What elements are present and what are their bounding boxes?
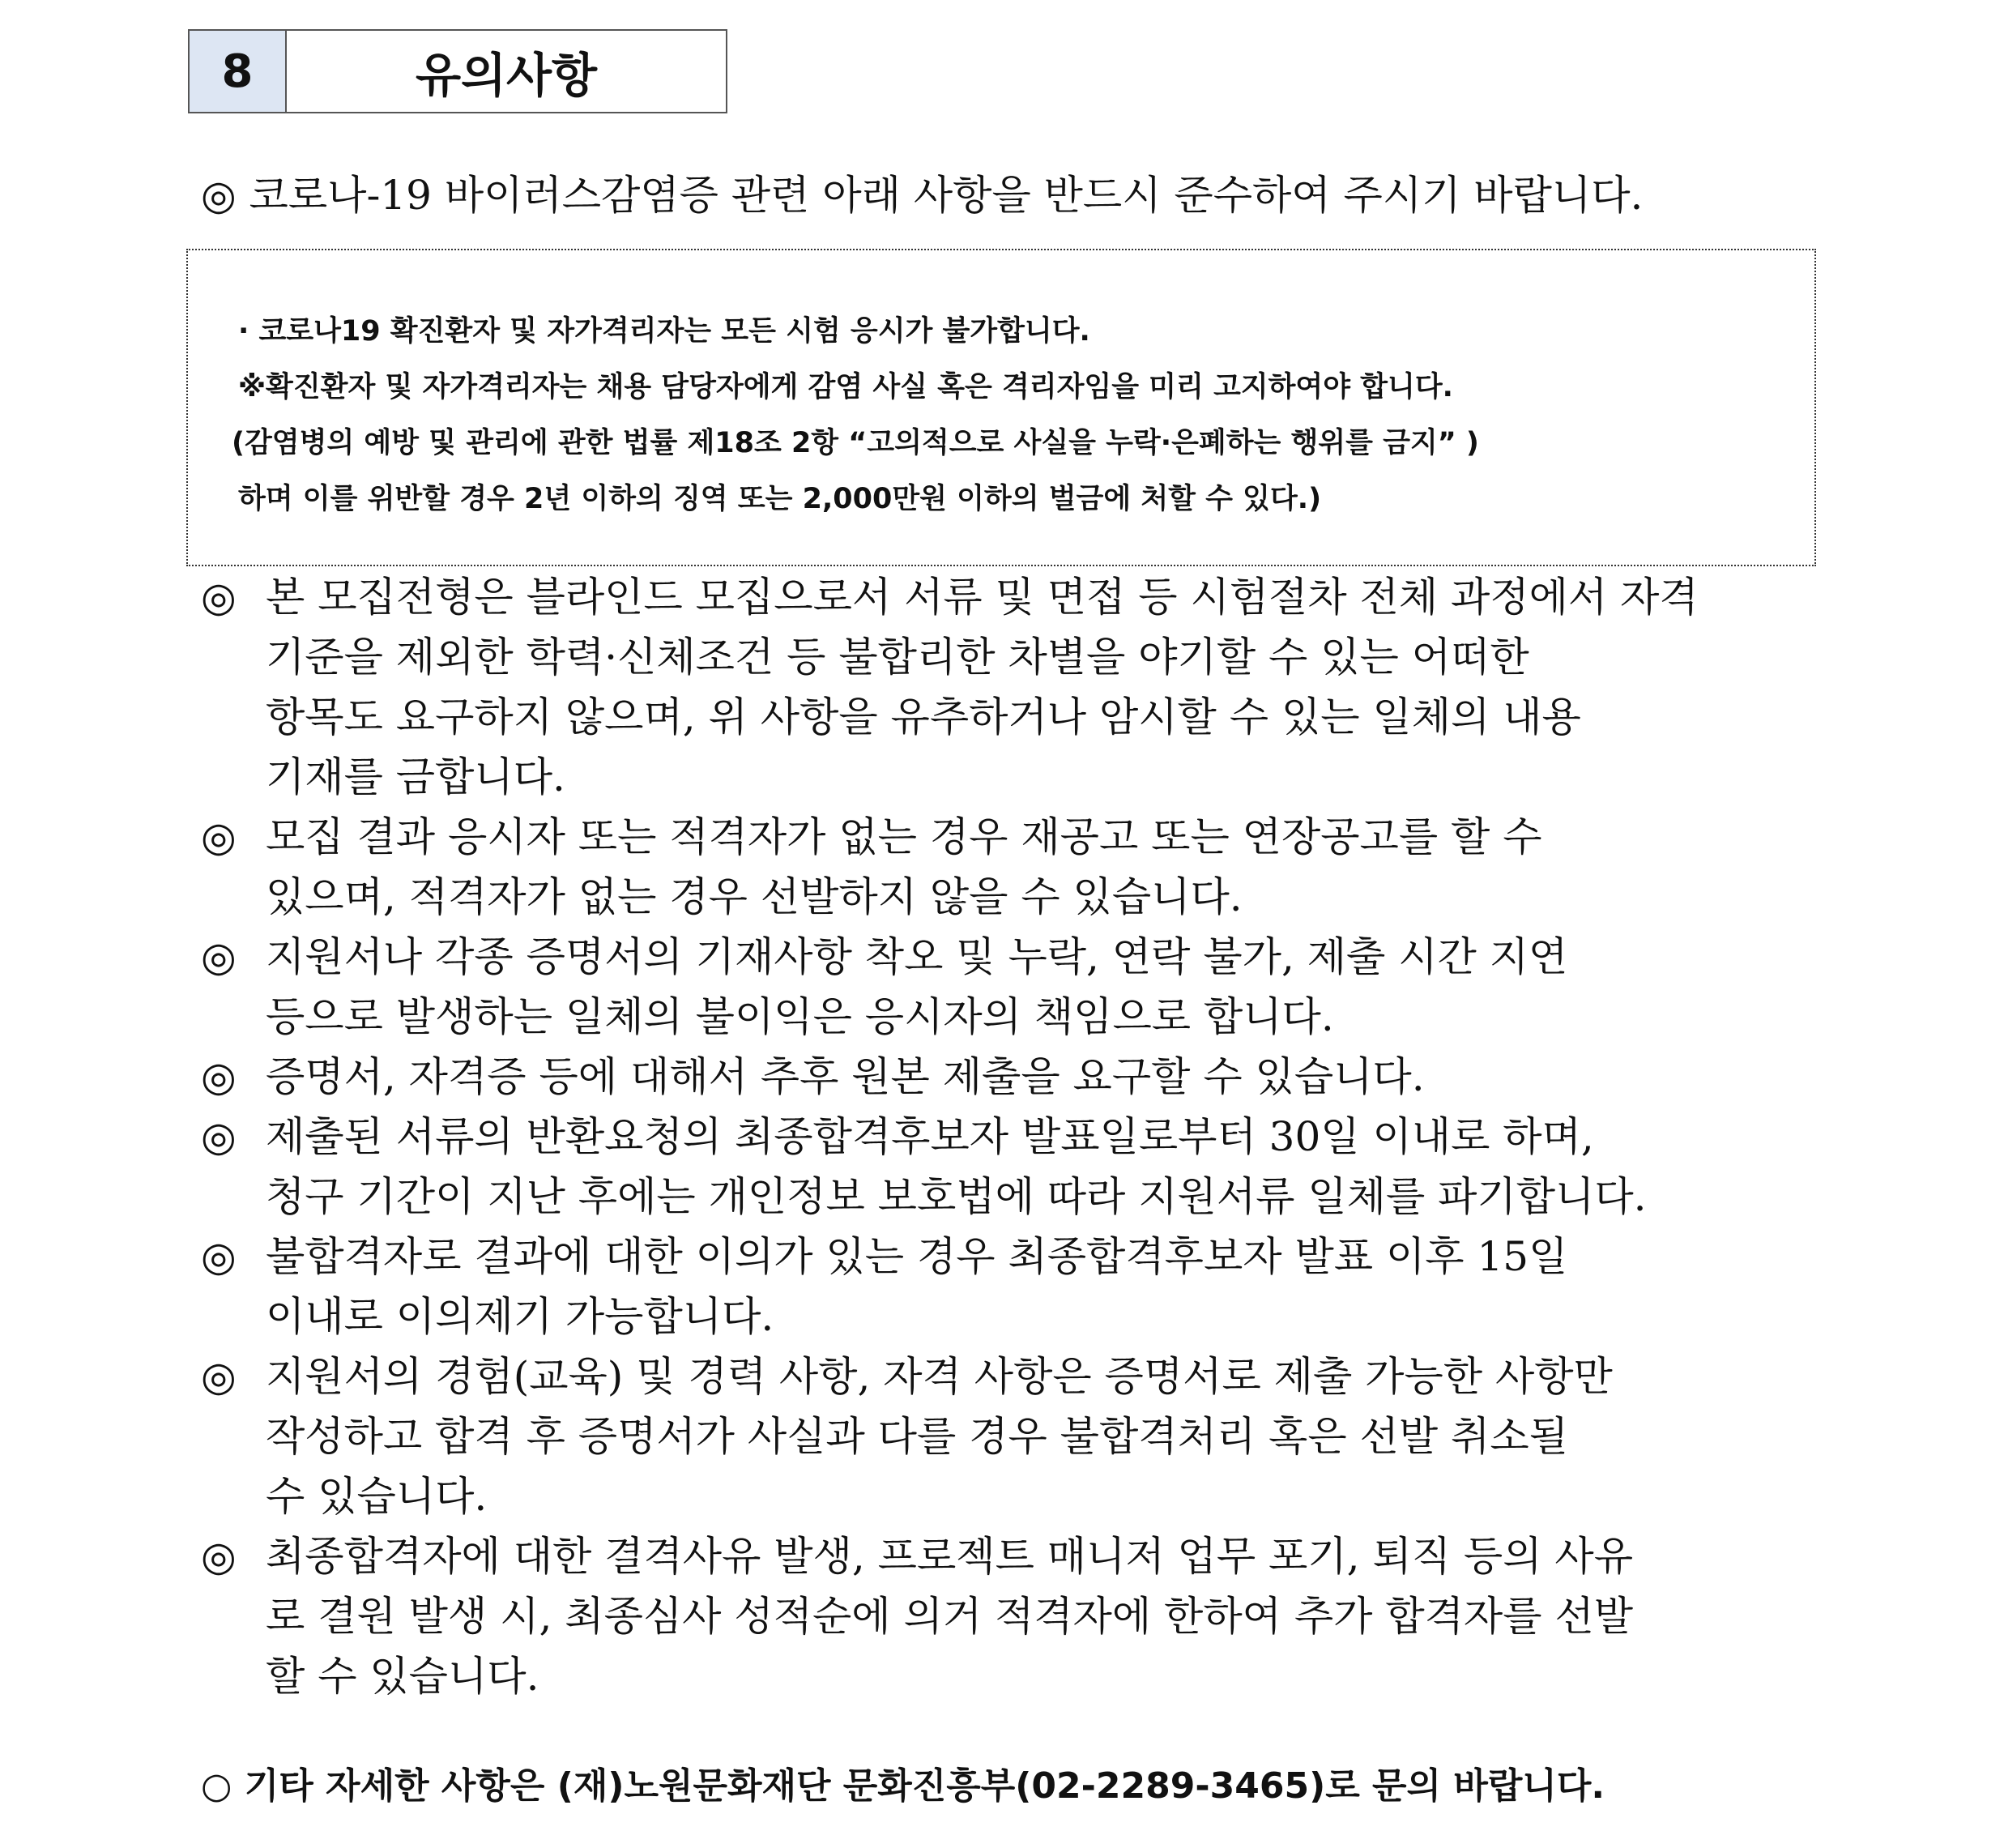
item-line: 기재를 금합니다. [266,753,565,800]
list-item [201,567,1853,807]
item-line: 본 모집전형은 블라인드 모집으로서 서류 및 면접 등 시험절차 전체 과정에서 자격 [266,574,1699,621]
item-line: 등으로 발생하는 일체의 불이익은 응시자의 책임으로 합니다. [266,993,1334,1040]
item-line: 항목도 요구하지 않으며, 위 사항을 유추하거나 암시할 수 있는 일체의 내용 [266,694,1581,740]
item-bullet: ◎ [201,1113,237,1160]
list-item [201,1047,1853,1107]
notice-line: ※확진환자 및 자가격리자는 채용 담당자에게 감염 사실 혹은 격리자임을 미리 고지하여야 합니다. [238,371,1453,403]
item-line: 제출된 서류의 반환요청의 최종합격후보자 발표일로부터 30일 이내로 하며, [266,1113,1594,1160]
item-bullet: ◎ [201,1353,237,1400]
item-line: 로 결원 발생 시, 최종심사 성적순에 의거 적격자에 한하여 추가 합격자를 선발 [266,1593,1634,1640]
list-item [201,1227,1853,1347]
item-bullet: ◎ [201,813,237,860]
item-line: 불합격자로 결과에 대한 이의가 있는 경우 최종합격후보자 발표 이후 15일 [266,1233,1568,1280]
notice-line: · 코로나19 확진환자 및 자가격리자는 모든 시험 응시가 불가합니다. [238,315,1090,348]
item-line: 청구 기간이 지난 후에는 개인정보 보호법에 따라 지원서류 일체를 파기합니다. [266,1173,1647,1220]
list-item [201,1526,1853,1706]
item-line: 증명서, 자격증 등에 대해서 추후 원본 제출을 요구할 수 있습니다. [266,1053,1425,1100]
item-line: 수 있습니다. [266,1473,488,1520]
item-bullet: ◎ [201,1533,237,1580]
footer-text: 기타 자세한 사항은 (재)노원문화재단 문화진흥부(02-2289-3465)로 문의 바랍니다. [244,1765,1605,1807]
footer-bullet: ○ [201,1765,232,1807]
item-line: 기준을 제외한 학력·신체조건 등 불합리한 차별을 야기할 수 있는 어떠한 [266,634,1529,681]
notice-items-list [201,567,1853,1706]
list-item [201,807,1853,927]
item-line: 지원서의 경험(교육) 및 경력 사항, 자격 사항은 증명서로 제출 가능한 사항만 [266,1353,1613,1400]
section-number: 8 [190,31,287,112]
item-bullet: ◎ [201,933,237,980]
item-bullet: ◎ [201,1053,237,1100]
item-line: 할 수 있습니다. [266,1653,539,1700]
notice-line: 하며 이를 위반할 경우 2년 이하의 징역 또는 2,000만원 이하의 벌금에 처할 수 있다.) [238,483,1322,515]
section-title: 유의사항 [415,48,598,103]
item-line: 지원서나 각종 증명서의 기재사항 착오 및 누락, 연락 불가, 제출 시간 지연 [266,933,1568,980]
item-line: 최종합격자에 대한 결격사유 발생, 프로젝트 매니저 업무 포기, 퇴직 등의 사유 [266,1533,1634,1580]
list-item [201,1107,1853,1227]
covid-notice-box [186,249,1816,566]
section-header [188,29,727,113]
item-line: 작성하고 합격 후 증명서가 사실과 다를 경우 불합격처리 혹은 선발 취소될 [266,1413,1568,1460]
intro-bullet: ◎ [201,172,237,219]
item-line: 있으며, 적격자가 없는 경우 선발하지 않을 수 있습니다. [266,873,1243,920]
item-line: 이내로 이의제기 가능합니다. [266,1293,774,1340]
contact-footer [201,1756,1605,1808]
list-item [201,1347,1853,1526]
intro-line [201,160,1643,230]
item-bullet: ◎ [201,574,237,621]
item-bullet: ◎ [201,1233,237,1280]
list-item [201,927,1853,1047]
item-line: 모집 결과 응시자 또는 적격자가 없는 경우 재공고 또는 연장공고를 할 수 [266,813,1542,860]
intro-text: 코로나-19 바이러스감염증 관련 아래 사항을 반드시 준수하여 주시기 바랍니다. [249,172,1644,219]
notice-line: (감염병의 예방 및 관리에 관한 법률 제18조 2항 “고의적으로 사실을 누락·은폐하는 행위를 금지” ) [232,427,1479,459]
